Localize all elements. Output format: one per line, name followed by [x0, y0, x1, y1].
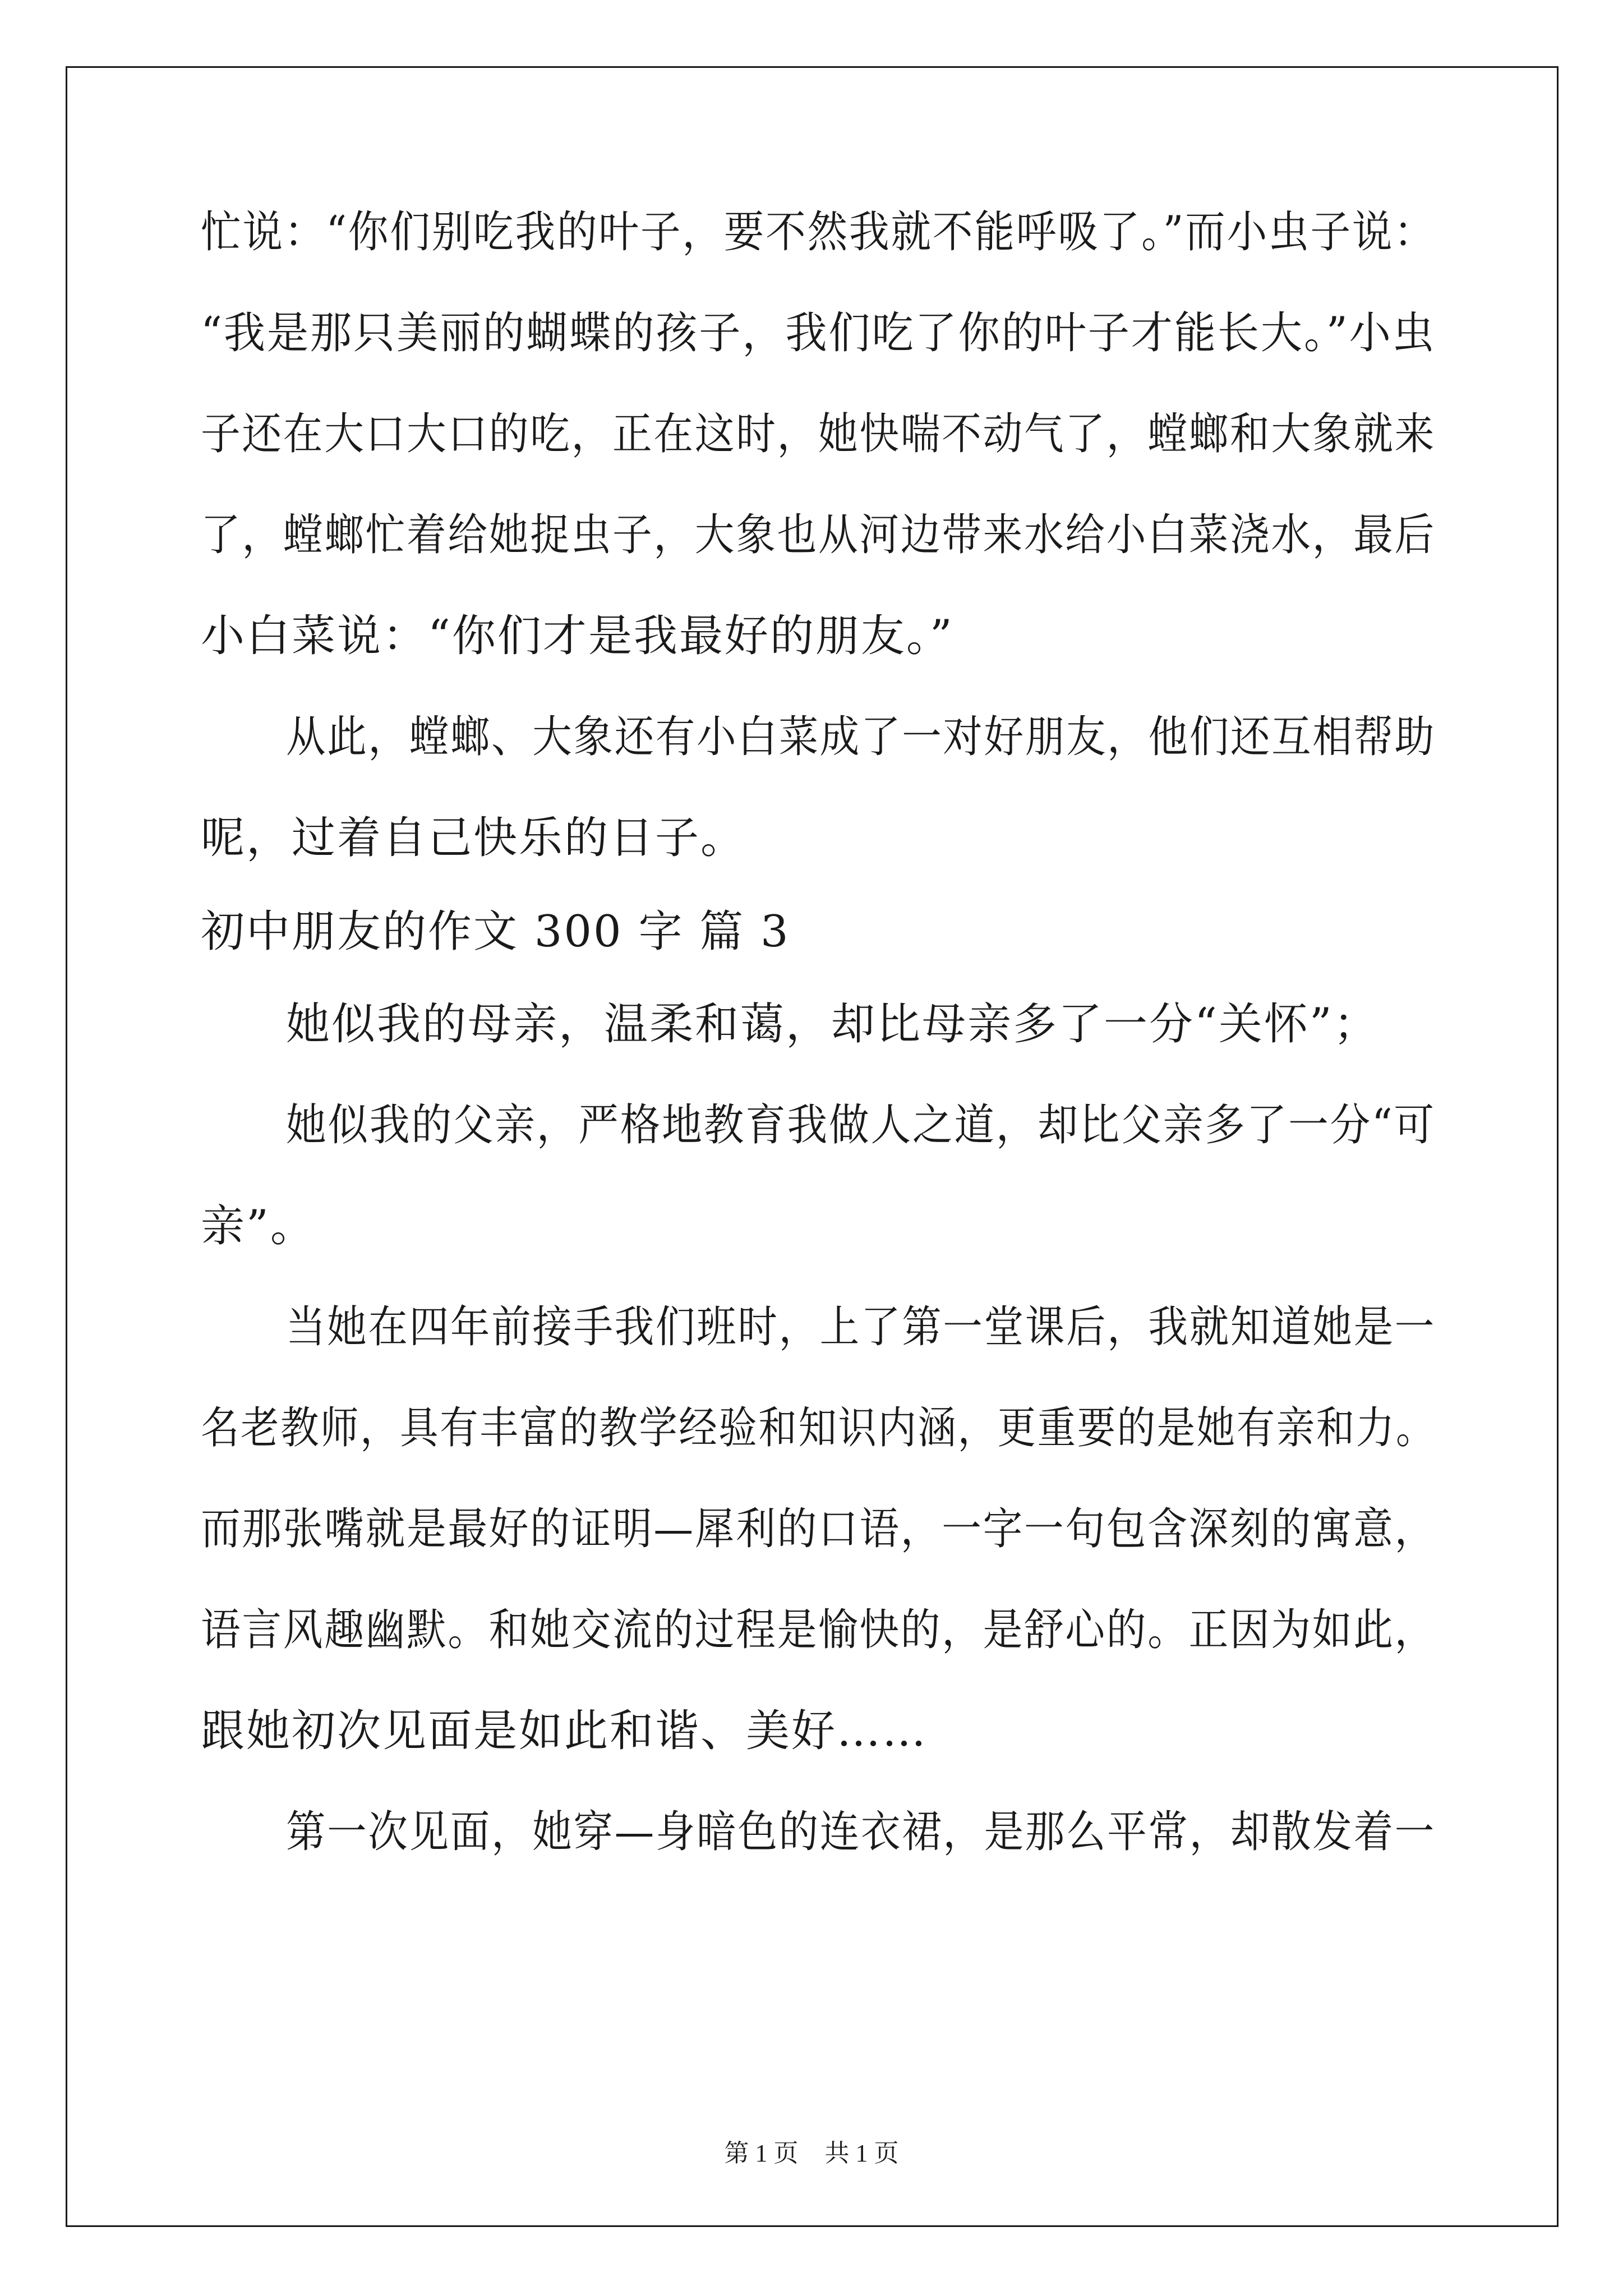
page-number: 第 1 页 [724, 2139, 799, 2167]
page-total: 共 1 页 [824, 2139, 899, 2167]
text-line: 从此，螳螂、大象还有小白菜成了一对好朋友，他们还互相帮助 [286, 712, 1436, 762]
text-line: 而那张嘴就是最好的证明—犀利的口语，一字一句包含深刻的寓意， [201, 1504, 1436, 1554]
text-line: 她似我的母亲，温柔和蔼，却比母亲多了一分“关怀”； [286, 999, 1379, 1050]
text-line: 当她在四年前接手我们班时，上了第一堂课后，我就知道她是一 [286, 1302, 1436, 1352]
text-line: 小白菜说：“你们才是我最好的朋友。” [201, 611, 954, 661]
text-line: 语言风趣幽默。和她交流的过程是愉快的，是舒心的。正因为如此， [201, 1605, 1436, 1655]
section-heading: 初中朋友的作文 300 字 篇 3 [201, 907, 790, 957]
page-footer [0, 2133, 1623, 2169]
text-line: 子还在大口大口的吃，正在这时，她快喘不动气了，螳螂和大象就来 [201, 409, 1436, 459]
text-line: 她似我的父亲，严格地教育我做人之道，却比父亲多了一分“可 [286, 1100, 1436, 1151]
text-line: 第一次见面，她穿—身暗色的连衣裙，是那么平常，却散发着一 [286, 1807, 1436, 1857]
text-line: 跟她初次见面是如此和谐、美好…… [201, 1706, 928, 1756]
text-line: 呢，过着自己快乐的日子。 [201, 813, 746, 863]
text-line: 名老教师，具有丰富的教学经验和知识内涵，更重要的是她有亲和力。 [201, 1403, 1436, 1453]
text-line: 了，螳螂忙着给她捉虫子，大象也从河边带来水给小白菜浇水，最后 [201, 510, 1436, 560]
text-line: 亲”。 [201, 1201, 316, 1251]
text-line: “我是那只美丽的蝴蝶的孩子，我们吃了你的叶子才能长大。”小虫 [201, 308, 1436, 358]
text-line: 忙说：“你们别吃我的叶子，要不然我就不能呼吸了。”而小虫子说： [201, 207, 1436, 257]
